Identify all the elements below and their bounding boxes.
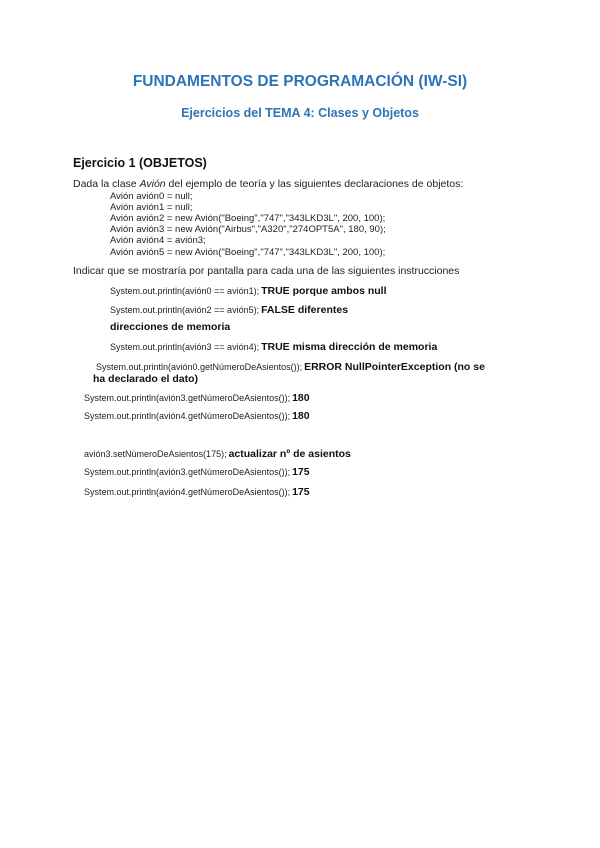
- declaration-line: Avión avión0 = null;: [110, 191, 193, 202]
- answer-text: 180: [292, 392, 310, 404]
- answer-item: [84, 448, 351, 460]
- answer-item: [84, 392, 310, 404]
- answer-item: [110, 285, 387, 297]
- code-statement: avión3.setNúmeroDeAsientos(175);: [84, 449, 227, 459]
- answer-item: [110, 341, 437, 353]
- answer-text: TRUE porque ambos null: [261, 285, 387, 297]
- exercise-heading: Ejercicio 1 (OBJETOS): [73, 156, 207, 170]
- answer-item: [84, 410, 310, 422]
- code-statement: System.out.println(avión3.getNúmeroDeAsientos());: [84, 393, 291, 403]
- answer-text: 180: [292, 410, 310, 422]
- class-name: Avión: [139, 178, 166, 190]
- declaration-line: Avión avión5 = new Avión("Boeing","747","343LKD3L", 200, 100);: [110, 247, 386, 258]
- page-subtitle: Ejercicios del TEMA 4: Clases y Objetos: [181, 106, 419, 120]
- answer-item: [84, 486, 310, 498]
- declaration-line: Avión avión1 = null;: [110, 202, 193, 213]
- declaration-line: Avión avión2 = new Avión("Boeing","747","343LKD3L", 200, 100);: [110, 213, 386, 224]
- code-statement: System.out.println(avión3 == avión4);: [110, 342, 260, 352]
- answer-text: ERROR NullPointerException (no se: [304, 361, 485, 373]
- answer-item: [96, 361, 485, 373]
- code-statement: System.out.println(avión4.getNúmeroDeAsientos());: [84, 487, 291, 497]
- code-statement: System.out.println(avión4.getNúmeroDeAsientos());: [84, 411, 291, 421]
- code-statement: System.out.println(avión0.getNúmeroDeAsientos());: [96, 362, 303, 372]
- declaration-line: Avión avión3 = new Avión("Airbus","A320","274OPT5A", 180, 90);: [110, 224, 386, 235]
- answer-item: [84, 466, 310, 478]
- answer-item: [110, 304, 348, 316]
- page-title: FUNDAMENTOS DE PROGRAMACIÓN (IW-SI): [132, 73, 468, 90]
- intro-text-after: del ejemplo de teoría y las siguientes declaraciones de objetos:: [165, 178, 464, 190]
- answer-text: 175: [292, 486, 310, 498]
- answer-text: 175: [292, 466, 310, 478]
- answer-text-continued: ha declarado el dato): [93, 373, 199, 385]
- answer-text: actualizar nº de asientos: [228, 448, 351, 460]
- code-statement: System.out.println(avión2 == avión5);: [110, 305, 260, 315]
- answer-text: FALSE diferentes: [261, 304, 349, 316]
- declaration-line: Avión avión4 = avión3;: [110, 235, 206, 246]
- code-statement: System.out.println(avión0 == avión1);: [110, 286, 260, 296]
- intro-paragraph: [73, 178, 463, 190]
- intro-text-before: Dada la clase: [73, 178, 140, 190]
- answer-text: TRUE misma dirección de memoria: [261, 341, 438, 353]
- answer-text-continued: direcciones de memoria: [110, 321, 231, 333]
- code-statement: System.out.println(avión3.getNúmeroDeAsientos());: [84, 467, 291, 477]
- instruction-text: Indicar que se mostraría por pantalla para cada una de las siguientes instrucciones: [73, 265, 460, 277]
